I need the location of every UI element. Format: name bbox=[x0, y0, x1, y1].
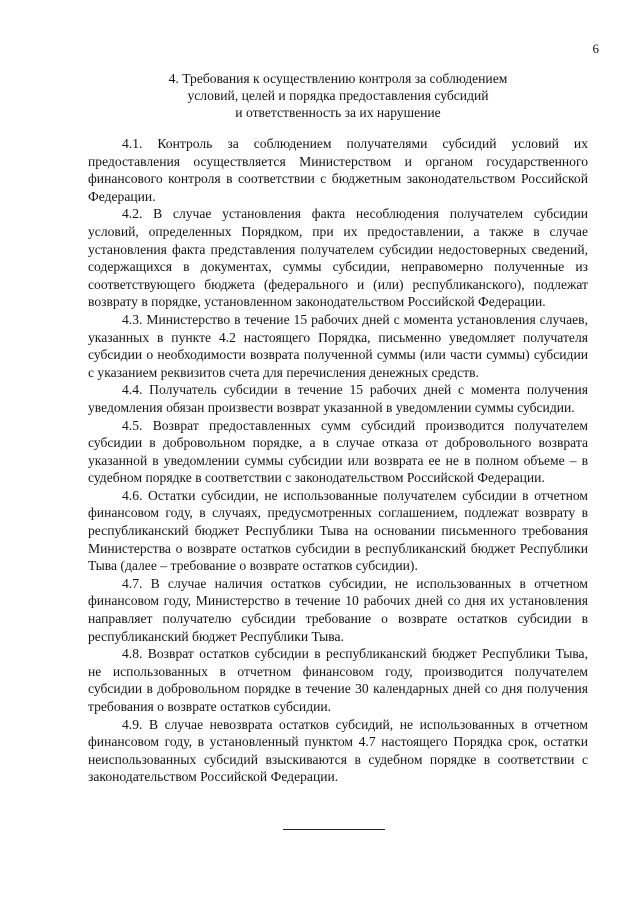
paragraph-4-3: 4.3. Министерство в течение 15 рабочих дней с момента установления случаев, указанных в пункте 4.2 настоящего Порядка, письменно уведомляет получателя субсидии о необходимости возврата полученной суммы (или части суммы) субсидии с указанием реквизитов счета для перечисления денежных средств. bbox=[88, 311, 588, 380]
heading-line: и ответственность за их нарушение bbox=[235, 105, 441, 120]
document-body bbox=[88, 135, 588, 786]
paragraph-4-9: 4.9. В случае невозврата остатков субсидий, не использованных в отчетном финансовом году, в установленный пунктом 4.7 настоящего Порядка срок, остатки неиспользованных субсидий взыскиваются в судебном порядке в соответствии с законодательством Российской Федерации. bbox=[88, 716, 588, 785]
page-number: 6 bbox=[592, 41, 599, 56]
paragraph-4-7: 4.7. В случае наличия остатков субсидии, не использованных в отчетном финансовом году, Министерство в течение 10 рабочих дней со дня их установления направляет получателю субсидии требование о возврате остатков субсидии в республиканский бюджет Республики Тыва. bbox=[88, 575, 588, 644]
paragraph-4-2: 4.2. В случае установления факта несоблюдения получателем субсидии условий, определенных Порядком, при их предоставлении, а также в случае установления факта представления получателем субсидии недостоверных сведений, содержащихся в документах, суммы субсидии, неправомерно полученные из соответствующего бюджета (федерального и (или) республиканского), подлежат возврату в порядке, установленном законодательством Российской Федерации. bbox=[88, 206, 588, 310]
end-separator-line bbox=[283, 829, 385, 830]
paragraph-4-1: 4.1. Контроль за соблюдением получателями субсидий условий их предоставления осуществляется Министерством и органом государственного финансового контроля в соответствии с бюджетным законодательством Российской Федерации. bbox=[88, 136, 588, 204]
paragraph-4-6: 4.6. Остатки субсидии, не использованные получателем субсидии в отчетном финансовом году, в случаях, предусмотренных соглашением, подлежат возврату в республиканский бюджет Республики Тыва на основании письменного требования Министерства о возврате остатков субсидии в республиканский бюджет Республики Тыва (далее – требование о возврате остатков субсидии). bbox=[88, 487, 588, 574]
paragraph-4-4: 4.4. Получатель субсидии в течение 15 рабочих дней с момента получения уведомления обязан произвести возврат указанной в уведомлении суммы субсидии. bbox=[88, 382, 588, 415]
paragraph-4-8: 4.8. Возврат остатков субсидии в республиканский бюджет Республики Тыва, не использованных в отчетном финансовом году, производится получателем субсидии в добровольном порядке в течение 30 календарных дней со дня получения требования о возврате остатков субсидии. bbox=[88, 646, 588, 714]
paragraph-4-5: 4.5. Возврат предоставленных сумм субсидий производится получателем субсидии в добровольном порядке, а в случае отказа от добровольного возврата указанной в уведомлении суммы субсидии или возврата ее не в полном объеме – в судебном порядке в соответствии с законодательством Российской Федерации. bbox=[88, 417, 588, 486]
heading-line: условий, целей и порядка предоставления субсидий bbox=[187, 88, 489, 103]
heading-line: 4. Требования к осуществлению контроля за соблюдением bbox=[168, 71, 508, 86]
section-heading bbox=[88, 70, 588, 121]
